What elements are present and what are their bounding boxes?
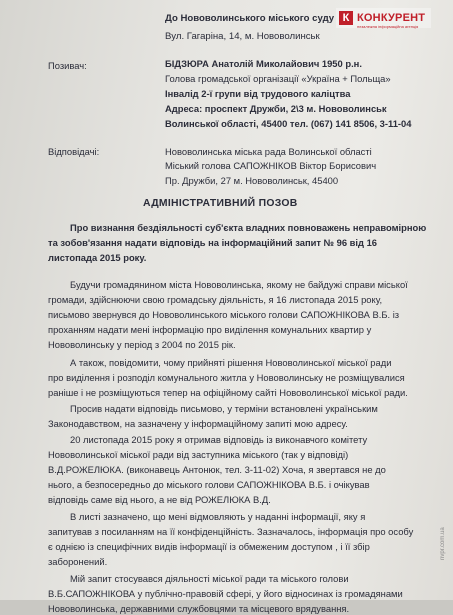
- plaintiff-position: Голова громадської організації «Україна + Польща»: [165, 73, 391, 84]
- source-watermark: nvpr.com.ua: [440, 527, 446, 560]
- body-line: раніше і не розміщуються тепер на офіційному сайті Нововолинської міської ради.: [48, 387, 408, 398]
- body-line: запитував з посиланням на її конфіденційність. Зазначалось, інформація про особу: [48, 526, 414, 537]
- plaintiff-address-1: Адреса: проспект Дружби, 2\3 м. Нововолинськ: [165, 103, 387, 114]
- subject-line-2: та зобов'язання надати відповідь на інформаційний запит № 96 від 16: [48, 237, 378, 248]
- defendant-mayor: Міський голова САПОЖНІКОВ Віктор Борисович: [165, 160, 377, 171]
- defendants-label: Відповідачі:: [48, 146, 100, 157]
- body-line: Нововолинська, державними службовцями та місцевого врядування.: [48, 603, 350, 614]
- plaintiff-label: Позивач:: [48, 60, 87, 71]
- body-line: проханням надати мені інформацію про виділення комунальних квартир у: [48, 324, 372, 335]
- body-line: Будучи громадянином міста Нововолинська, якому не байдужі справи міської: [70, 279, 408, 290]
- document-title: АДМІНІСТРАТИВНИЙ ПОЗОВ: [143, 198, 298, 209]
- subject-line-1: Про визнання бездіяльності суб'єкта владних повноважень неправомірною: [70, 222, 427, 233]
- plaintiff-name: БІДЗЮРА Анатолій Миколайович 1950 р.н.: [165, 58, 362, 69]
- subject-line-3: листопада 2015 року.: [48, 252, 147, 263]
- body-line: Нововолинську у період з 2004 по 2015 рік.: [48, 339, 236, 350]
- body-line: Нововолинської міської ради від заступника міського (так у відповіді): [48, 449, 349, 460]
- body-line: В.Д.РОЖЕЛЮКА. (виконавець Антонюк, тел. 3-11-02) Хоча, я звертався не до: [48, 464, 386, 475]
- logo-name: КОНКУРЕНТ: [357, 12, 426, 24]
- body-line: заборонений.: [48, 556, 108, 567]
- defendant-council: Нововолинська міська рада Волинської області: [165, 146, 372, 157]
- body-line: громади, здійснюючи свою громадську діяльність, я 16 листопада 2015 року,: [48, 294, 383, 305]
- body-line: А також, повідомити, чому прийняті рішення Нововолинської міської ради: [70, 357, 392, 368]
- body-line: нього, а безпосередньо до міського голови САПОЖНІКОВА В.Б. і очікував: [48, 479, 370, 490]
- body-line: Законодавством, на зазначену у інформаційному запиті мою адресу.: [48, 418, 348, 429]
- body-line: є однією із специфічних видів інформації із обмеженим доступом , і її збір: [48, 541, 370, 552]
- body-line: відповідь саме від нього, а не від РОЖЕЛЮКА В.Д.: [48, 494, 271, 505]
- body-line: В листі зазначено, що мені відмовляють у наданні інформації, яку я: [70, 511, 366, 522]
- body-line: В.Б.САПОЖНІКОВА у публічно-правовій сфері, у його відносинах із громадянами: [48, 588, 403, 599]
- publisher-logo[interactable]: [336, 8, 431, 28]
- body-line: письмово звернувся до Нововолинського міського голови САПОЖНІКОВА В.Б. із: [48, 309, 400, 320]
- body-line: Просив надати відповідь письмово, у терміни встановлені українським: [70, 403, 378, 414]
- plaintiff-address-2: Волинської області, 45400 тел. (067) 141 8506, 3-11-04: [165, 118, 412, 129]
- court-name: До Нововолинського міського суду: [165, 13, 335, 24]
- body-line: 20 листопада 2015 року я отримав відповідь із виконавчого комітету: [70, 434, 368, 445]
- body-line: про виділення і розподіл комунального житла у Нововолинську не розміщувалися: [48, 372, 405, 383]
- body-line: Мій запит стосувався діяльності міської ради та міського голови: [70, 573, 349, 584]
- plaintiff-disability: Інвалід 2-ї групи від трудового каліцтва: [165, 88, 351, 99]
- defendant-address: Пр. Дружби, 27 м. Нововолинськ, 45400: [165, 175, 339, 186]
- logo-mark-icon: К: [339, 11, 353, 25]
- logo-tagline: незалежна інформаційна агенція: [357, 24, 419, 29]
- court-address: Вул. Гагаріна, 14, м. Нововолинськ: [165, 31, 320, 42]
